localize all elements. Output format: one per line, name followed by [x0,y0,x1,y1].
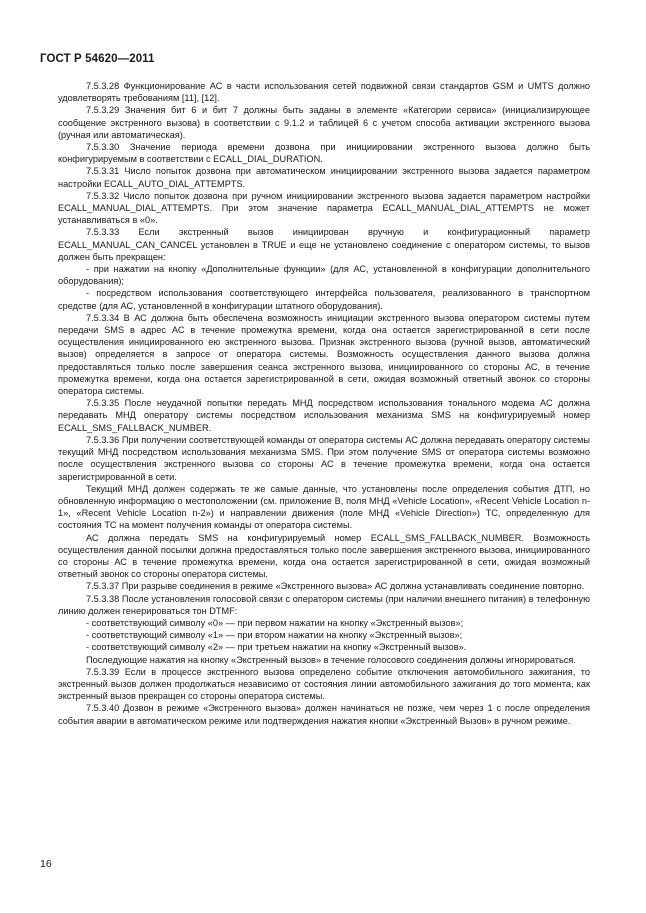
paragraph-7-5-3-36: 7.5.3.36 При получении соответствующей команды от оператора системы АС должна передавать оператору системы текущий МНД посредством использования механизма SMS. При этом получение SMS от оператора системы возможно после осуществления экстренного вызова со стороны АС в течение промежутка времени, когда она остается зарегистрированной в сети. [58,434,590,482]
paragraph-7-5-3-37: 7.5.3.37 При разрыве соединения в режиме «Экстренного вызова» АС должна устанавливать соединение повторно. [86,581,585,592]
paragraph-7-5-3-31: 7.5.3.31 Число попыток дозвона при автоматическом инициировании экстренного вызова задается параметром настройки ECALL_AUTO_DIAL_ATTEMPTS. [58,166,590,189]
paragraph-7-5-3-34: 7.5.3.34 В АС должна быть обеспечена возможность инициации экстренного вызова оператором системы путем передачи SMS в адрес АС в течение промежутка времени, когда она остается зарегистрированной в сети после осуществления инициированного ею экстренного вызова. Признак экстренного вызова (ручной вызов, автоматический вызов) определяется в запросе от оператора системы. Возможность осуществления данного вызова должна предоставляться только после завершения сеанса экстренного вызова, инициированного со стороны АС, в течение промежутка времени, когда она остается зарегистрированной в сети, ожидая возможный ответный звонок со стороны оператора системы. [58,312,590,397]
paragraph-7-5-3-30: 7.5.3.30 Значение периода времени дозвона при инициировании экстренного вызова должно быть конфигурируемым в соответствии с ECALL_DIAL_DURATION. [58,142,590,165]
paragraph-7-5-3-35: 7.5.3.35 После неудачной попытки передать МНД посредством использования тонального модема АС должна передавать МНД оператору системы посредством использования механизма SMS на конфигурируемый номер ECALL_SMS_FALLBACK_NUMBER. [58,398,590,433]
paragraph-7-5-3-40: 7.5.3.40 Дозвон в режиме «Экстренного вызова» должен начинаться не позже, чем через 1 с после определения события аварии в автоматическом режиме или подтверждения нажатия кнопки «Экстренный Вызов» в ручном режиме. [58,703,590,726]
paragraph-7-5-3-38: 7.5.3.38 После установления голосовой связи с оператором системы (при наличии внешнего питания) в телефонную линию должен генерироваться тон DTMF: [58,593,590,616]
paragraph-7-5-3-32: 7.5.3.32 Число попыток дозвона при ручном инициировании экстренного вызова задается параметром настройки ECALL_MANUAL_DIAL_ATTEMPTS. При этом значение параметра ECALL_MANUAL_DIAL_ATTEMPTS не может устанавливаться в «0». [58,190,590,226]
paragraph-7-5-3-28: 7.5.3.28 Функционирование АС в части использования сетей подвижной связи стандартов GSM и UMTS должно удовлетворять требованиям [11], [12]. [58,81,590,104]
document-header: ГОСТ Р 54620—2011 [40,53,155,65]
paragraph-7-5-3-33: 7.5.3.33 Если экстренный вызов инициирован вручную и конфигурационный параметр ECALL_MANUAL_CAN_CANCEL установлен в TRUE и еще не установлено соединение с оператором системы, то вызов должен быть прекращен: [58,227,590,262]
paragraph-subsequent-presses: Последующие нажатия на кнопку «Экстренный вызов» в течение голосового соединения должны игнорироваться. [86,654,576,665]
paragraph-sms-fallback: АС должна передать SMS на конфигурируемый номер ECALL_SMS_FALLBACK_NUMBER. Возможность осуществления данной посылки должна предоставляться только после завершения экстренного вызова, инициированного со стороны АС в течение промежутка времени, когда она остается зарегистрированной в сети, ожидая возможный ответный звонок со стороны оператора системы. [58,532,590,580]
list-item: - при нажатии на кнопку «Дополнительные функции» (для АС, установленной в конфигурации дополнительного оборудования); [58,264,590,287]
list-item: - посредством использования соответствующего интерфейса пользователя, реализованного в транспортном средстве (для АС, установленной в конфигурации штатного оборудования). [58,288,590,311]
page-number: 16 [40,858,52,870]
document-body [58,80,590,727]
list-item: - соответствующий символу «0» — при первом нажатии на кнопку «Экстренный вызов»; [86,617,464,628]
list-item: - соответствующий символу «1» — при втором нажатии на кнопку «Экстренный вызов»; [86,630,463,641]
paragraph-7-5-3-39: 7.5.3.39 Если в процессе экстренного вызова определено событие отключения автомобильного зажигания, то экстренный вызов должен продолжаться независимо от состояния линии автомобильного зажигания до того момента, как экстренный вызов прекращен со стороны оператора системы. [58,666,590,702]
list-item: - соответствующий символу «2» — при третьем нажатии на кнопку «Экстренный вызов». [86,642,467,653]
paragraph-7-5-3-29: 7.5.3.29 Значения бит 6 и бит 7 должны быть заданы в элементе «Категории сервиса» (инициализирующее сообщение экстренного вызова) в соответствии с 9.1.2 и таблицей 6 с учетом способа активации экстренного вызова (ручная или автоматическая). [58,105,590,140]
paragraph-current-mnd: Текущий МНД должен содержать те же самые данные, что установлены после определения события ДТП, но обновленную информацию о местоположении (см. приложение В, поля МНД «Vehicle Location», «Recent Vehicle Location n-1», «Recent Vehicle Location n-2») и направлении движения (поле МНД «Vehicle Direction») ТС, определенную для состояния ТС на момент получения команды от оператора системы. [58,483,590,531]
